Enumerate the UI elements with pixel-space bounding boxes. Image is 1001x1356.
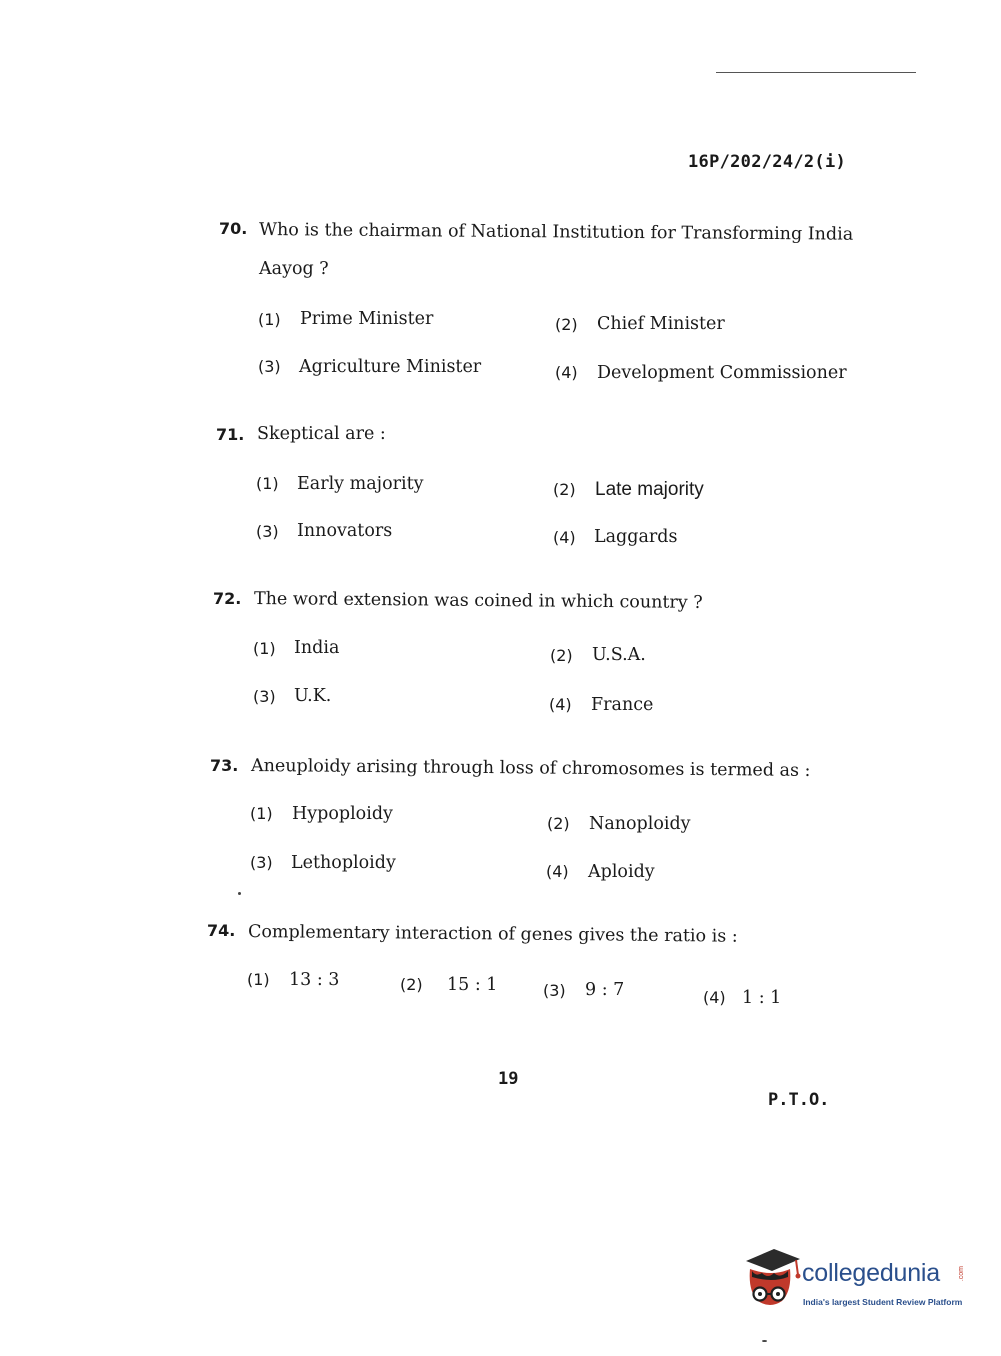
option-text: Late majority <box>595 479 704 500</box>
option-text: Prime Minister <box>300 309 434 329</box>
logo-tagline: India's largest Student Review Platform <box>803 1297 963 1307</box>
option-number: (4) <box>703 988 726 1007</box>
option-text: Chief Minister <box>597 314 725 334</box>
question-number: 71. <box>216 425 245 444</box>
logo-com-text: .com <box>958 1266 965 1282</box>
option-number: (1) <box>258 310 281 329</box>
option-text: 13 : 3 <box>289 970 340 990</box>
page-number: 19 <box>498 1069 519 1089</box>
option-text: Early majority <box>297 474 424 494</box>
paper-code: 16P/202/24/2(i) <box>688 152 847 172</box>
option-text: Development Commissioner <box>597 363 847 383</box>
option-number: (4) <box>546 862 569 881</box>
option-number: (3) <box>258 357 281 376</box>
option-text: 1 : 1 <box>742 988 782 1008</box>
option-text: U.K. <box>294 686 332 706</box>
option-number: (3) <box>256 522 279 541</box>
collegedunia-logo <box>742 1247 972 1319</box>
option-text: Innovators <box>297 521 393 541</box>
option-number: (1) <box>253 639 276 658</box>
option-number: (3) <box>250 853 273 872</box>
question-text-continued: Aayog ? <box>259 259 329 279</box>
option-number: (1) <box>250 804 273 823</box>
option-number: (1) <box>247 970 270 989</box>
option-number: (3) <box>543 981 566 1000</box>
header-rule <box>716 72 916 73</box>
option-text: France <box>591 695 654 715</box>
question-text: Complementary interaction of genes gives the ratio is : <box>247 922 738 947</box>
option-text: 9 : 7 <box>585 980 625 1000</box>
question-number: 70. <box>219 219 248 238</box>
question-number: 72. <box>213 589 242 608</box>
option-number: (2) <box>550 646 573 665</box>
option-number: (3) <box>253 687 276 706</box>
option-number: (2) <box>547 814 570 833</box>
question-text: The word extension was coined in which country ? <box>253 589 703 613</box>
logo-brand-text: collegedunia <box>802 1259 940 1287</box>
option-text: Laggards <box>594 527 678 547</box>
scan-speck <box>238 892 241 895</box>
mascot-icon <box>742 1247 802 1313</box>
question-text: Aneuploidy arising through loss of chromosomes is termed as : <box>250 756 811 781</box>
question-number: 74. <box>207 921 236 940</box>
option-number: (1) <box>256 474 279 493</box>
scan-speck <box>762 1340 767 1342</box>
option-number: (4) <box>553 528 576 547</box>
option-text: Nanoploidy <box>589 814 691 834</box>
option-text: Agriculture Minister <box>299 357 482 377</box>
option-text: 15 : 1 <box>447 975 498 995</box>
question-text: Who is the chairman of National Institution for Transforming India <box>258 220 854 245</box>
option-text: Hypoploidy <box>292 804 393 824</box>
question-text: Skeptical are : <box>257 424 386 444</box>
option-text: Aploidy <box>588 862 655 882</box>
option-text: Lethoploidy <box>291 853 396 873</box>
option-number: (2) <box>553 480 576 499</box>
option-number: (4) <box>549 695 572 714</box>
pto-label: P.T.O. <box>768 1090 830 1110</box>
question-number: 73. <box>210 756 239 775</box>
option-number: (4) <box>555 363 578 382</box>
option-text: India <box>294 638 340 658</box>
option-number: (2) <box>555 315 578 334</box>
option-number: (2) <box>400 975 423 994</box>
option-text: U.S.A. <box>592 645 646 665</box>
